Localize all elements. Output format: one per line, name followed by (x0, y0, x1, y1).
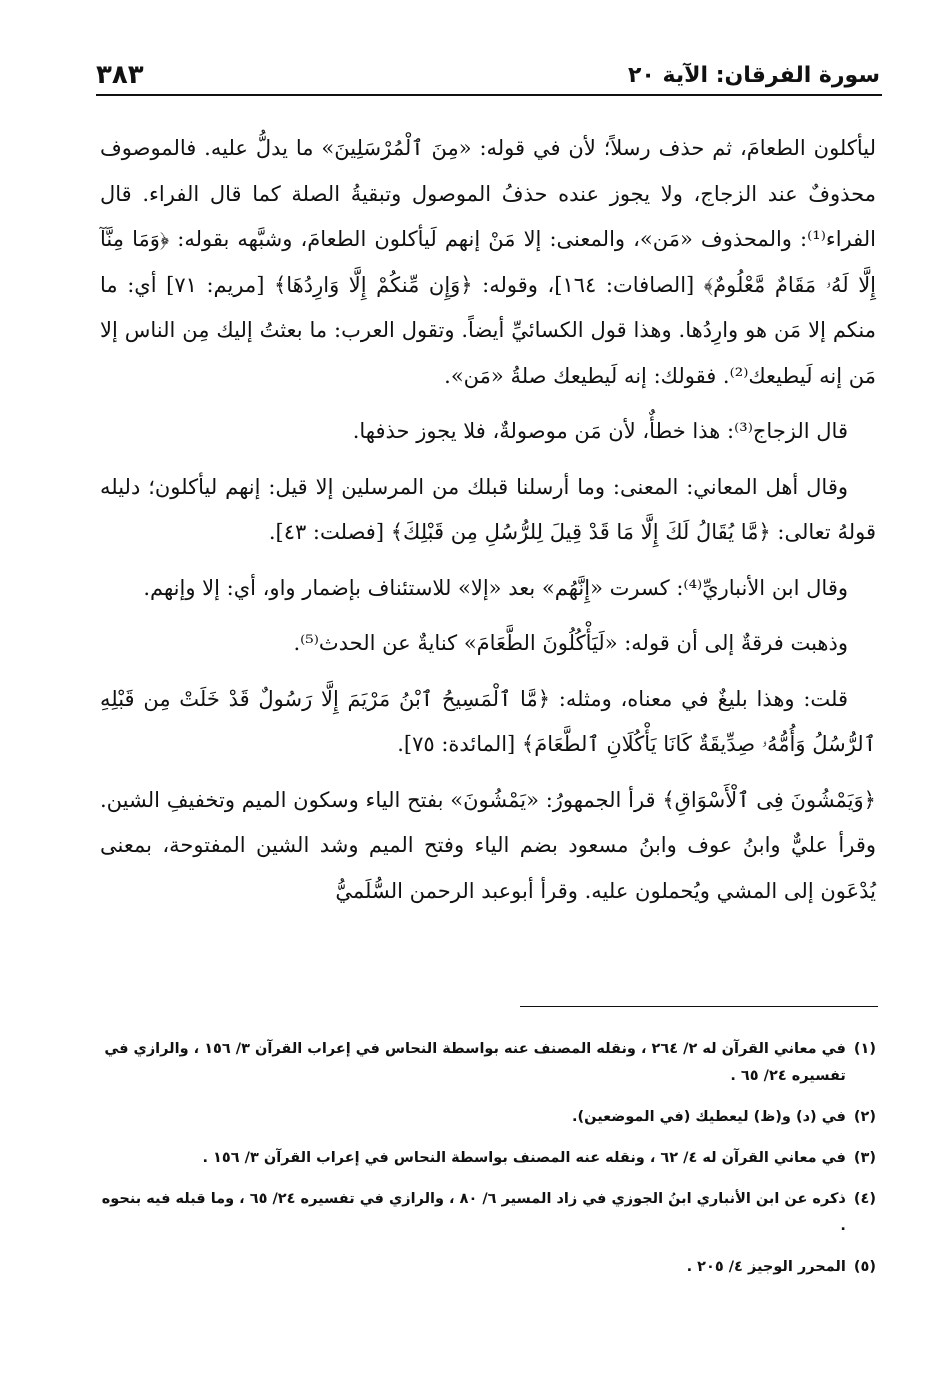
footnotes (100, 1036, 876, 1295)
header-title: سورة الفرقان: الآية ٢٠ (627, 63, 880, 88)
paragraph-3 (100, 465, 876, 556)
footnote-text: في معاني القرآن له ٤/ ٦٢ ، ونقله عنه المصنف بواسطة النحاس في إعراب القرآن ٣/ ١٥٦ . (202, 1150, 846, 1166)
paragraph-5 (100, 621, 876, 667)
footnote-5 (100, 1254, 876, 1281)
main-text (100, 126, 876, 914)
paragraph-5-text: وذهبت فرقةٌ إلى أن قوله: «لَيَأْكُلُونَ الطَّعَامَ» كنايةٌ عن الحدث⁽⁵⁾. (293, 631, 848, 655)
footnote-number: (٤) (853, 1191, 876, 1207)
footnote-text: في معاني القرآن له ٢/ ٢٦٤ ، ونقله المصنف عنه بواسطة النحاس في إعراب القرآن ٣/ ١٥٦ ، والرازي في تفسيره ٢٤/ ٦٥ . (104, 1041, 846, 1084)
footnote-text: المحرر الوجيز ٤/ ٢٠٥ . (686, 1259, 846, 1275)
footnote-number: (٥) (853, 1259, 876, 1275)
footnote-number: (٣) (853, 1150, 876, 1166)
footnote-1 (100, 1036, 876, 1090)
header-rule (96, 94, 882, 96)
footnote-text: في (د) و(ظ) ليعطيك (في الموضعين). (572, 1109, 846, 1125)
footnote-number: (١) (853, 1041, 876, 1057)
paragraph-3-text: وقال أهل المعاني: المعنى: وما أرسلنا قبلك من المرسلين إلا قيل: إنهم ليأكلون؛ دليله قولهُ تعالى: ﴿مَّا يُقَالُ لَكَ إِلَّا مَا قَدْ قِيلَ لِلرُّسُلِ مِن قَبْلِكَ﴾ [فصلت: ٤٣]. (100, 474, 876, 544)
paragraph-6 (100, 677, 876, 768)
paragraph-1: ليأكلون الطعامَ، ثم حذف رسلاً؛ لأن في قوله: «مِنَ ٱلْمُرْسَلِينَ» ما يدلُّ عليه. فالموصوف محذوفٌ عند الزجاج، ولا يجوز عنده حذفُ الموصول وتبقيةُ الصلة كما قال الفراء. قال الفراء⁽¹⁾: والمحذوف «مَن»، والمعنى: إلا مَنْ إنهم لَيأكلون الطعامَ، وشبَّهه بقوله: ﴿وَمَا مِنَّآ إِلَّا لَهُۥ مَقَامٌ مَّعْلُومٌ﴾ [الصافات: ١٦٤]، وقوله: ﴿وَإِن مِّنكُمْ إِلَّا وَارِدُهَا﴾ [مريم: ٧١] أي: ما منكم إلا مَن هو وارِدُها. وهذا قول الكسائيِّ أيضاً. وتقول العرب: ما بعثتُ إليك مِن الناس إلا مَن إنه لَيطيعك⁽²⁾. فقولك: إنه لَيطيعك صلةُ «مَن». (100, 136, 876, 388)
footnote-2 (100, 1104, 876, 1131)
paragraph-4-text: وقال ابن الأنباريِّ⁽⁴⁾: كسرت «إِنَّهُم» بعد «إلا» للاستئناف بإضمار واو، أي: إلا وإنهم. (143, 575, 848, 600)
page-number: ٣٨٣ (96, 60, 144, 90)
footnote-text: ذكره عن ابن الأنباري ابنُ الجوزي في زاد المسير ٦/ ٨٠ ، والرازي في تفسيره ٢٤/ ٦٥ ، وما قبله فيه بنحوه . (101, 1191, 846, 1234)
footnote-separator (520, 1006, 878, 1007)
paragraph-7: ﴿وَيَمْشُونَ فِى ٱلْأَسْوَاقِ﴾ قرأ الجمهورُ: «يَمْشُونَ» بفتح الياء وسكون الميم وتخفيفِ الشين. وقرأ عليٌّ وابنُ عوف وابنُ مسعود بضم الياء وفتح الميم وشد الشين المفتوحة، بمعنى يُدْعَون إلى المشي ويُحملون عليه. وقرأ أبوعبد الرحمن السُّلَميُّ (100, 787, 876, 903)
footnote-4 (100, 1186, 876, 1240)
footnote-3 (100, 1145, 876, 1172)
paragraph-6-text: قلت: وهذا بليغٌ في معناه، ومثله: ﴿مَّا ٱلْمَسِيحُ ٱبْنُ مَرْيَمَ إِلَّا رَسُولٌ قَدْ خَلَتْ مِن قَبْلِهِ ٱلرُّسُلُ وَأُمُّهُۥ صِدِّيقَةٌ كَانَا يَأْكُلَانِ ٱلطَّعَامَ﴾ [المائدة: ٧٥]. (100, 686, 876, 756)
footnote-number: (٢) (853, 1109, 876, 1125)
paragraph-2-text: قال الزجاج⁽³⁾: هذا خطأٌ، لأن مَن موصولةٌ، فلا يجوز حذفها. (352, 419, 848, 443)
paragraph-2 (100, 409, 876, 455)
running-header (96, 50, 880, 94)
paragraph-4 (100, 566, 876, 612)
